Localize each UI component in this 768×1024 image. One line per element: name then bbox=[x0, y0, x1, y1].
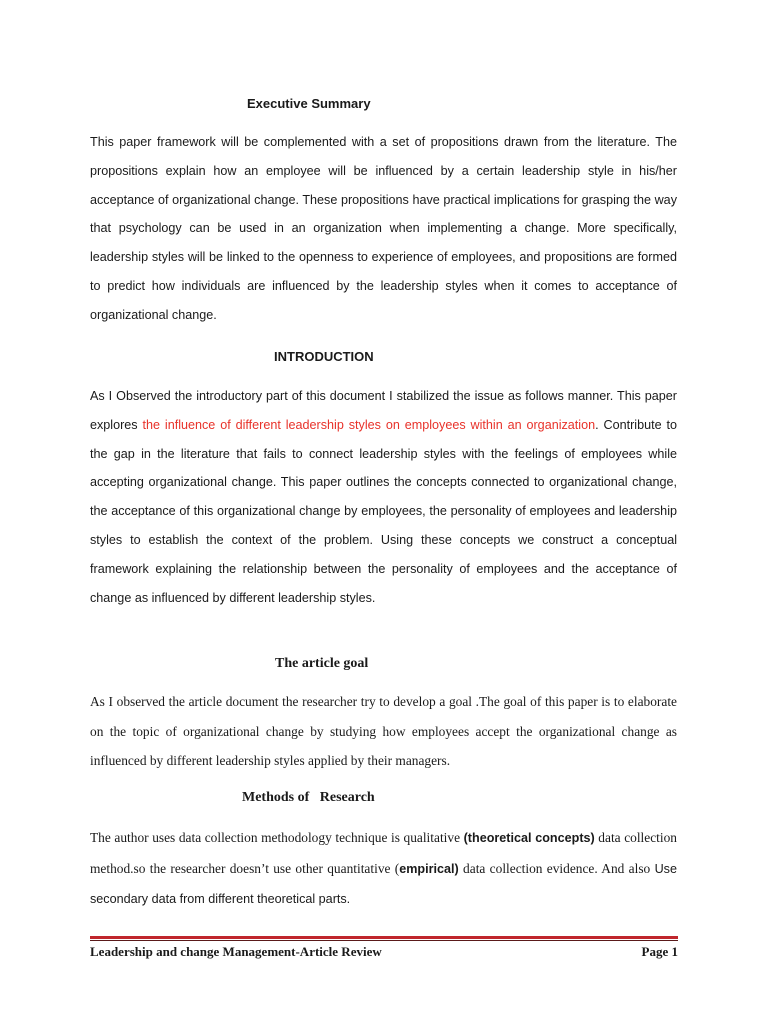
introduction-text-before: As I Observed the introductory part of this document I stabilized the issue as follows manner. This paper explores bbox=[90, 389, 677, 432]
footer-page-number: Page 1 bbox=[641, 944, 678, 959]
executive-summary-heading: Executive Summary bbox=[247, 96, 371, 111]
methods-text-3: data collection evidence. And also bbox=[458, 860, 655, 876]
introduction-paragraph bbox=[90, 382, 677, 612]
methods-bold-2: empirical) bbox=[399, 861, 459, 876]
methods-paragraph bbox=[90, 823, 677, 915]
introduction-highlight: the influence of different leadership styles on employees within an organization bbox=[142, 417, 596, 432]
article-goal-heading: The article goal bbox=[275, 656, 369, 671]
methods-heading: Methods of Research bbox=[242, 790, 375, 805]
methods-sans-tail: Use secondary data from different theoretical parts. bbox=[90, 861, 677, 906]
methods-text-2: data collection method.so the researcher doesn’t use other quantitative ( bbox=[90, 830, 677, 876]
methods-text-1: The author uses data collection methodology technique is qualitative bbox=[90, 830, 464, 845]
footer-title: Leadership and change Management-Article Review bbox=[90, 944, 382, 959]
methods-bold-1: (theoretical concepts) bbox=[463, 831, 595, 845]
footer-rule-thin bbox=[90, 940, 678, 941]
article-goal-paragraph: As I observed the article document the researcher try to develop a goal .The goal of this paper is to elaborate on the topic of organizational change by studying how employees accept the organizational change as influenced by different leadership styles applied by their managers. bbox=[90, 694, 677, 768]
introduction-heading: INTRODUCTION bbox=[274, 349, 374, 364]
footer-rule bbox=[90, 936, 678, 939]
introduction-text-after: . Contribute to the gap in the literature that fails to connect leadership styles with the feelings of employees while accepting organizational change. This paper outlines the concepts connected to organizational change, the acceptance of this organizational change by employees, the personality of employees and leadership styles to establish the context of the problem. Using these concepts we construct a conceptual framework explaining the relationship between the personality of employees and the acceptance of change as influenced by different leadership styles. bbox=[90, 417, 677, 605]
executive-summary-paragraph: This paper framework will be complemented with a set of propositions drawn from the literature. The propositions explain how an employee will be influenced by a certain leadership style in his/her acceptance of organizational change. These propositions have practical implications for grasping the way that psychology can be used in an organization when implementing a change. More specifically, leadership styles will be linked to the openness to experience of employees, and propositions are formed to predict how individuals are influenced by the leadership styles when it comes to acceptance of organizational change. bbox=[90, 135, 677, 322]
